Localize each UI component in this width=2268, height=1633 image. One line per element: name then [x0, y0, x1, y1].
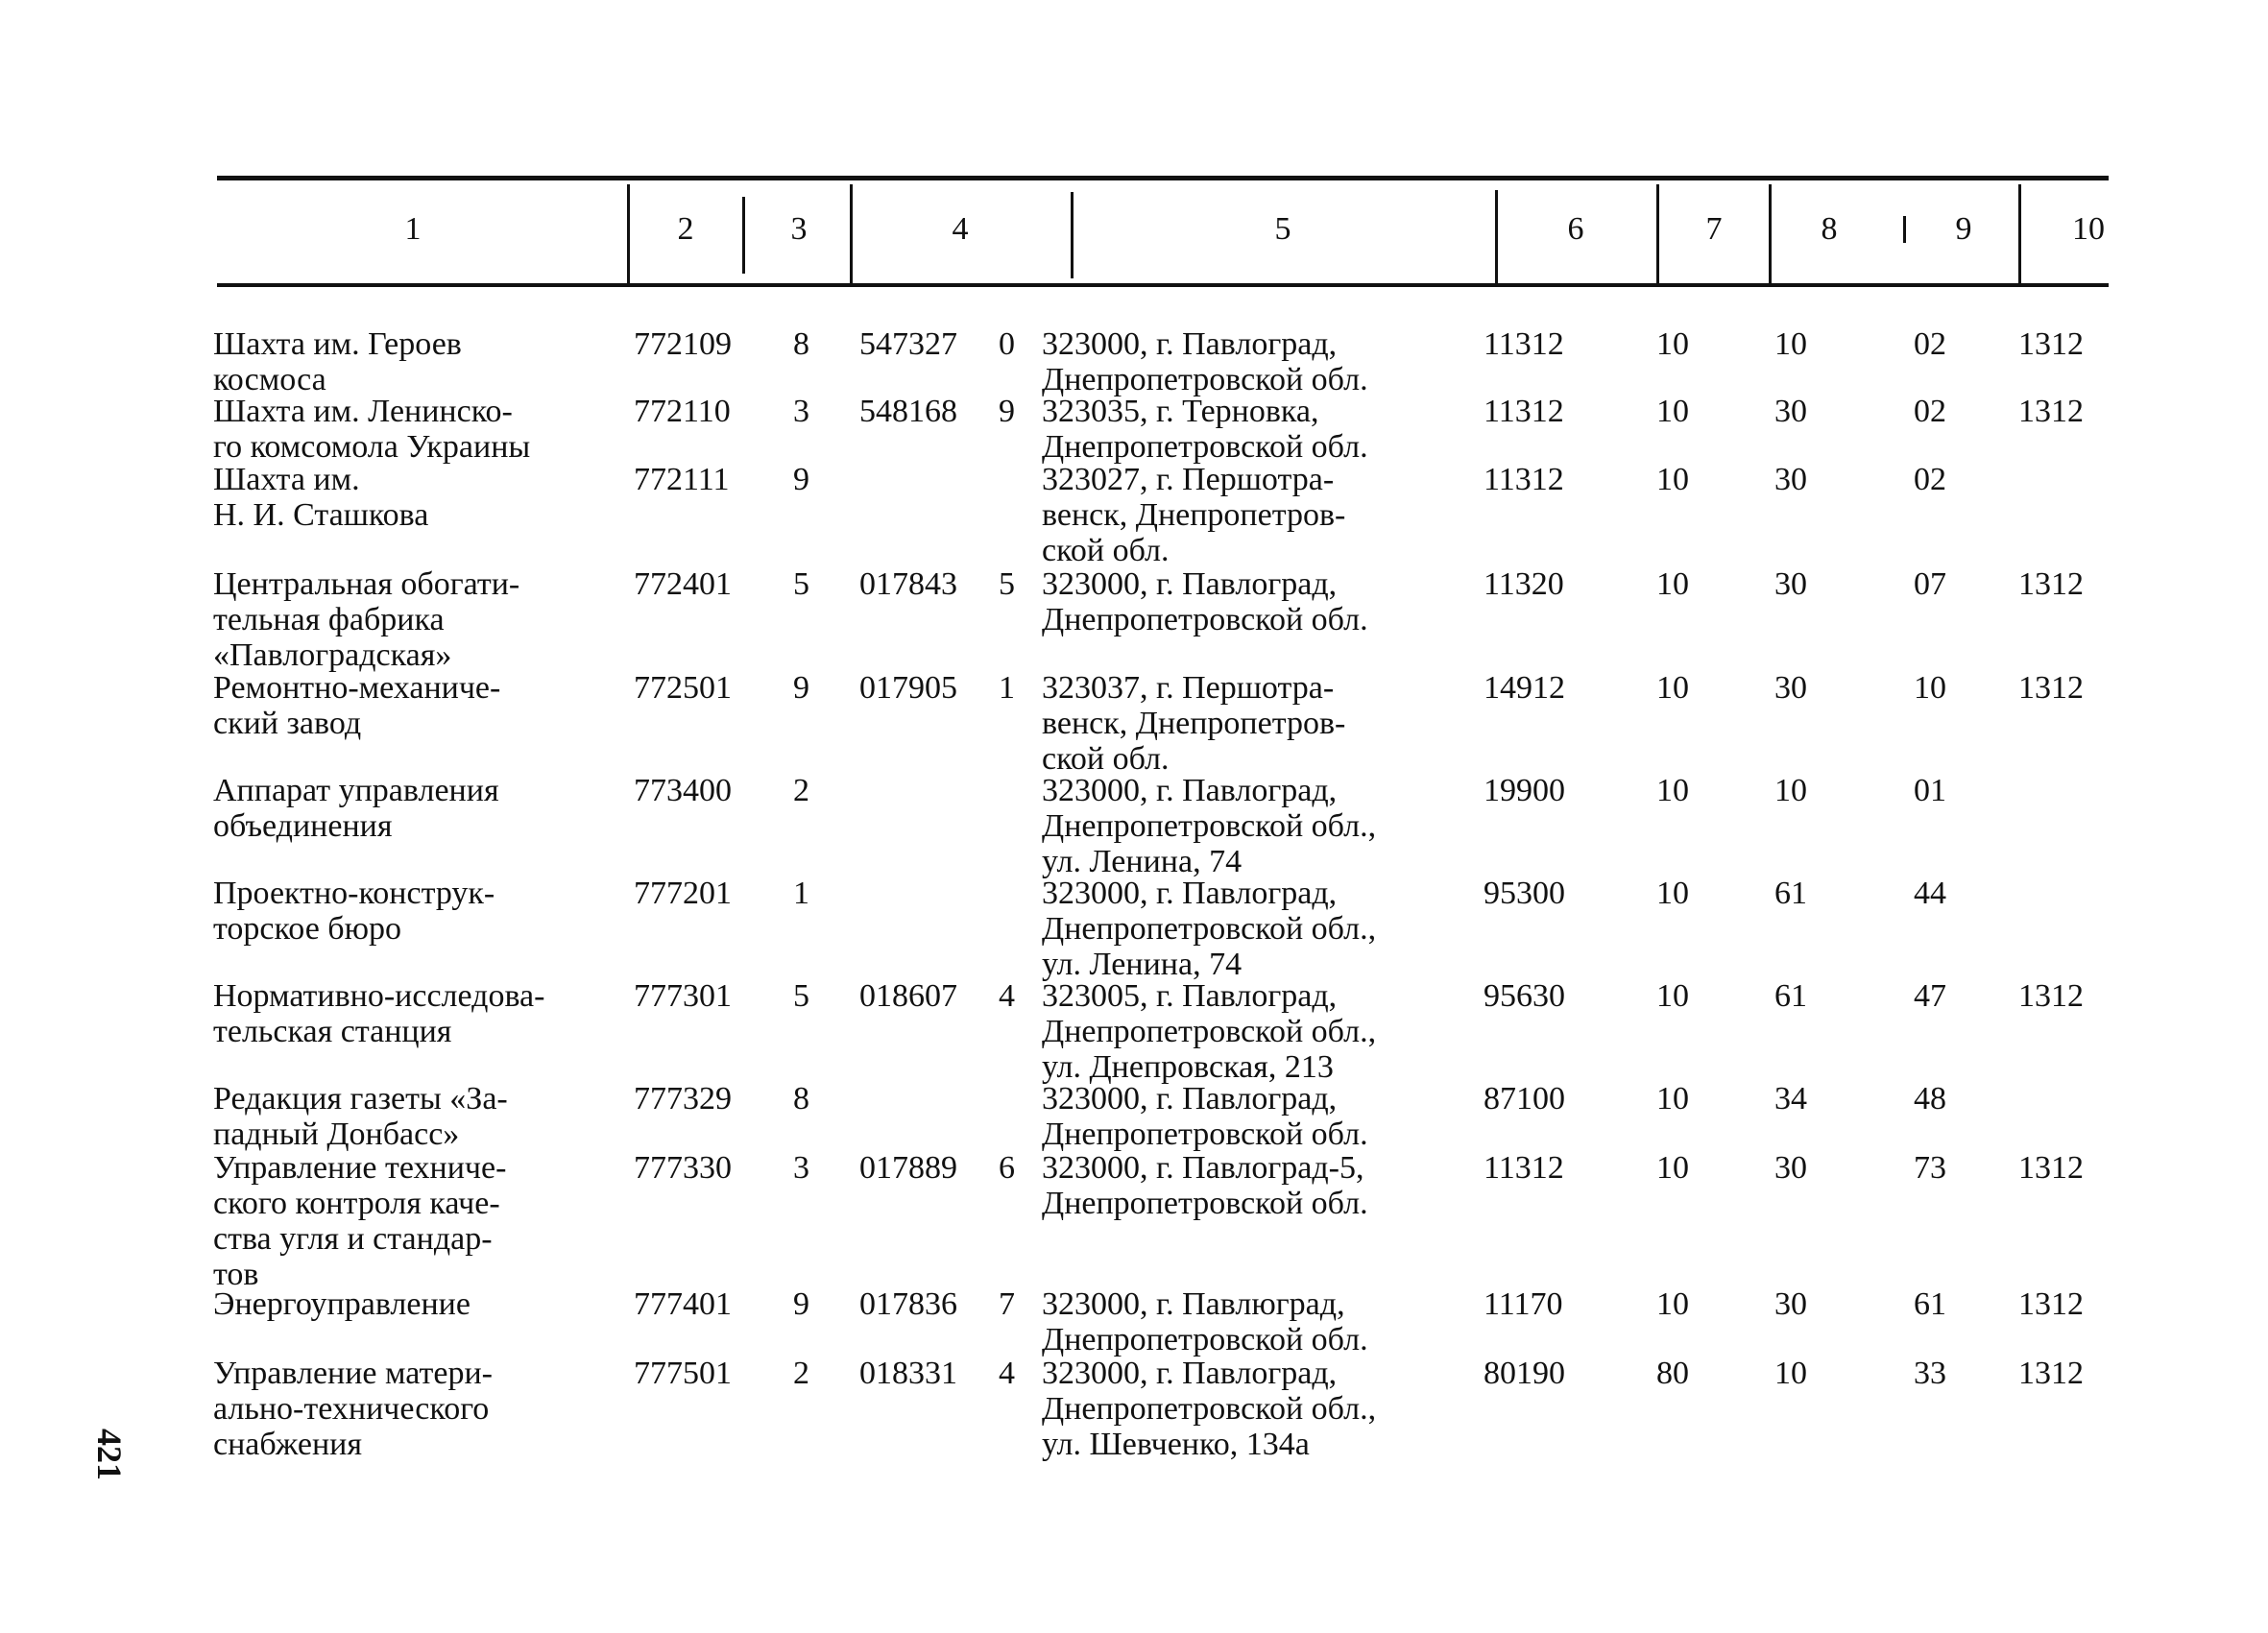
column-7-value: 10: [1656, 978, 1689, 1014]
enterprise-name: Энергоуправление: [213, 1286, 470, 1322]
column-8-value: 34: [1774, 1081, 1807, 1117]
column-7-value: 10: [1656, 1286, 1689, 1322]
column-separator: [1903, 216, 1906, 243]
enterprise-name: Аппарат управления объединения: [213, 773, 499, 844]
column-9-value: 07: [1914, 566, 1946, 602]
column-10-value: 1312: [2018, 1286, 2084, 1322]
okpo-check-digit: 1: [999, 670, 1015, 706]
code-check-digit: 8: [793, 326, 809, 362]
column-8-value: 61: [1774, 876, 1807, 911]
enterprise-code: 777329: [634, 1081, 732, 1117]
column-separator: [627, 184, 630, 283]
okpo-code: 017843: [859, 566, 957, 602]
column-header: 5: [1274, 211, 1291, 247]
column-6-value: 80190: [1484, 1356, 1565, 1391]
column-header: 9: [1955, 211, 1972, 247]
column-6-value: 11312: [1484, 462, 1564, 497]
column-header: 7: [1705, 211, 1723, 247]
code-check-digit: 2: [793, 773, 809, 808]
column-8-value: 30: [1774, 566, 1807, 602]
column-header: 3: [790, 211, 808, 247]
enterprise-name: Проектно-конструк- торское бюро: [213, 876, 495, 947]
address: 323000, г. Павлоград, Днепропетровской обл.: [1042, 1081, 1368, 1152]
column-9-value: 73: [1914, 1150, 1946, 1186]
enterprise-name: Ремонтно-механиче- ский завод: [213, 670, 501, 741]
column-9-value: 01: [1914, 773, 1946, 808]
column-7-value: 10: [1656, 566, 1689, 602]
code-check-digit: 3: [793, 394, 809, 429]
column-7-value: 10: [1656, 773, 1689, 808]
okpo-code: 547327: [859, 326, 957, 362]
column-6-value: 11312: [1484, 326, 1564, 362]
column-separator: [1071, 192, 1074, 278]
enterprise-name: Управление матери- ально-технического снабжения: [213, 1356, 493, 1462]
column-9-value: 02: [1914, 394, 1946, 429]
table-header-rule: [217, 283, 2109, 287]
address: 323000, г. Павлоград-5, Днепропетровской обл.: [1042, 1150, 1368, 1221]
code-check-digit: 8: [793, 1081, 809, 1117]
column-separator: [2018, 184, 2021, 283]
column-header: 8: [1821, 211, 1838, 247]
column-10-value: 1312: [2018, 670, 2084, 706]
column-7-value: 10: [1656, 1150, 1689, 1186]
address: 323027, г. Першотра- венск, Днепропетров- ской обл.: [1042, 462, 1346, 568]
column-6-value: 11320: [1484, 566, 1564, 602]
column-7-value: 10: [1656, 326, 1689, 362]
address: 323000, г. Павлоград, Днепропетровской обл.: [1042, 326, 1368, 397]
column-7-value: 10: [1656, 1081, 1689, 1117]
column-9-value: 02: [1914, 462, 1946, 497]
column-9-value: 47: [1914, 978, 1946, 1014]
address: 323000, г. Павлоград, Днепропетровской обл.: [1042, 566, 1368, 637]
enterprise-code: 777301: [634, 978, 732, 1014]
code-check-digit: 9: [793, 1286, 809, 1322]
code-check-digit: 3: [793, 1150, 809, 1186]
enterprise-code: 777201: [634, 876, 732, 911]
okpo-check-digit: 6: [999, 1150, 1015, 1186]
enterprise-name: Редакция газеты «За- падный Донбасс»: [213, 1081, 508, 1152]
address: 323000, г. Павлоград, Днепропетровской обл., ул. Шевченко, 134а: [1042, 1356, 1377, 1462]
column-separator: [1656, 184, 1659, 283]
enterprise-name: Нормативно-исследова- тельская станция: [213, 978, 545, 1049]
enterprise-code: 772111: [634, 462, 730, 497]
column-8-value: 30: [1774, 670, 1807, 706]
enterprise-code: 772110: [634, 394, 731, 429]
address: 323000, г. Павлоград, Днепропетровской обл., ул. Ленина, 74: [1042, 773, 1377, 879]
column-6-value: 95300: [1484, 876, 1565, 911]
column-6-value: 11312: [1484, 1150, 1564, 1186]
column-9-value: 10: [1914, 670, 1946, 706]
enterprise-code: 777330: [634, 1150, 732, 1186]
column-8-value: 30: [1774, 462, 1807, 497]
page-number: 421: [90, 1429, 129, 1480]
code-check-digit: 2: [793, 1356, 809, 1391]
column-8-value: 30: [1774, 1286, 1807, 1322]
code-check-digit: 9: [793, 462, 809, 497]
column-8-value: 30: [1774, 1150, 1807, 1186]
okpo-check-digit: 0: [999, 326, 1015, 362]
column-7-value: 80: [1656, 1356, 1689, 1391]
column-header: 10: [2072, 211, 2105, 247]
enterprise-name: Шахта им. Героев космоса: [213, 326, 462, 397]
column-7-value: 10: [1656, 876, 1689, 911]
enterprise-code: 777401: [634, 1286, 732, 1322]
column-6-value: 87100: [1484, 1081, 1565, 1117]
column-header: 4: [952, 211, 969, 247]
code-check-digit: 1: [793, 876, 809, 911]
okpo-code: 018331: [859, 1356, 957, 1391]
okpo-check-digit: 5: [999, 566, 1015, 602]
address: 323000, г. Павлюград, Днепропетровской обл.: [1042, 1286, 1368, 1357]
column-header: 1: [404, 211, 422, 247]
column-6-value: 19900: [1484, 773, 1565, 808]
column-10-value: 1312: [2018, 1356, 2084, 1391]
address: 323037, г. Першотра- венск, Днепропетров- ской обл.: [1042, 670, 1346, 777]
column-10-value: 1312: [2018, 566, 2084, 602]
okpo-check-digit: 4: [999, 978, 1015, 1014]
enterprise-name: Шахта им. Н. И. Сташкова: [213, 462, 429, 533]
table-top-rule: [217, 176, 2109, 180]
column-separator: [1495, 190, 1498, 283]
enterprise-code: 772401: [634, 566, 732, 602]
enterprise-name: Управление техниче- ского контроля каче- ства угля и стандар- тов: [213, 1150, 507, 1292]
column-6-value: 14912: [1484, 670, 1565, 706]
enterprise-code: 772501: [634, 670, 732, 706]
code-check-digit: 9: [793, 670, 809, 706]
okpo-code: 017836: [859, 1286, 957, 1322]
column-10-value: 1312: [2018, 326, 2084, 362]
column-9-value: 33: [1914, 1356, 1946, 1391]
column-6-value: 11170: [1484, 1286, 1563, 1322]
column-separator: [742, 197, 745, 274]
column-9-value: 61: [1914, 1286, 1946, 1322]
okpo-check-digit: 4: [999, 1356, 1015, 1391]
column-header: 6: [1567, 211, 1584, 247]
column-8-value: 10: [1774, 773, 1807, 808]
column-8-value: 10: [1774, 1356, 1807, 1391]
column-8-value: 61: [1774, 978, 1807, 1014]
column-6-value: 11312: [1484, 394, 1564, 429]
column-10-value: 1312: [2018, 978, 2084, 1014]
code-check-digit: 5: [793, 566, 809, 602]
column-9-value: 48: [1914, 1081, 1946, 1117]
address: 323035, г. Терновка, Днепропетровской обл.: [1042, 394, 1368, 465]
column-10-value: 1312: [2018, 394, 2084, 429]
column-7-value: 10: [1656, 462, 1689, 497]
column-6-value: 95630: [1484, 978, 1565, 1014]
okpo-check-digit: 7: [999, 1286, 1015, 1322]
address: 323005, г. Павлоград, Днепропетровской обл., ул. Днепровская, 213: [1042, 978, 1377, 1085]
column-8-value: 10: [1774, 326, 1807, 362]
column-9-value: 44: [1914, 876, 1946, 911]
column-separator: [1769, 184, 1772, 283]
column-10-value: 1312: [2018, 1150, 2084, 1186]
address: 323000, г. Павлоград, Днепропетровской обл., ул. Ленина, 74: [1042, 876, 1377, 982]
enterprise-name: Центральная обогати- тельная фабрика «Павлоградская»: [213, 566, 520, 673]
okpo-code: 548168: [859, 394, 957, 429]
column-9-value: 02: [1914, 326, 1946, 362]
okpo-code: 017905: [859, 670, 957, 706]
column-7-value: 10: [1656, 394, 1689, 429]
column-7-value: 10: [1656, 670, 1689, 706]
enterprise-code: 777501: [634, 1356, 732, 1391]
okpo-code: 018607: [859, 978, 957, 1014]
enterprise-code: 773400: [634, 773, 732, 808]
okpo-code: 017889: [859, 1150, 957, 1186]
column-8-value: 30: [1774, 394, 1807, 429]
code-check-digit: 5: [793, 978, 809, 1014]
okpo-check-digit: 9: [999, 394, 1015, 429]
column-header: 2: [677, 211, 694, 247]
enterprise-code: 772109: [634, 326, 732, 362]
enterprise-name: Шахта им. Ленинско- го комсомола Украины: [213, 394, 531, 465]
column-separator: [850, 184, 853, 283]
